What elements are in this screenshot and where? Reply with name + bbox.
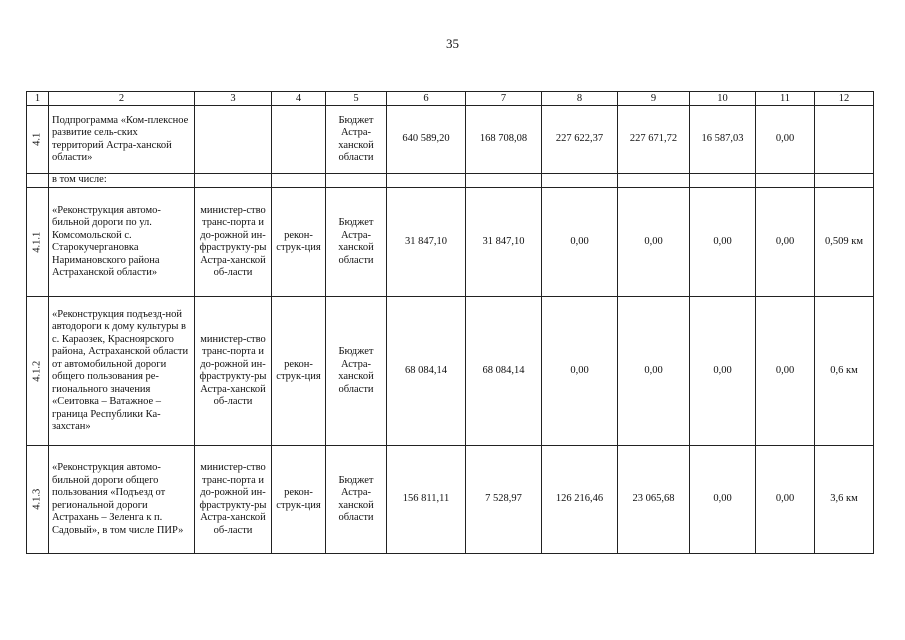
value-cell: 0,00: [756, 188, 815, 297]
indicator-cell: 0,509 км: [815, 188, 874, 297]
indicator-cell: 0,6 км: [815, 297, 874, 446]
value-cell: 227 671,72: [618, 106, 690, 174]
table-row: [27, 188, 874, 297]
measure-name-cell: «Реконструкция автомо-бильной дороги по ул. Комсомольской с. Старокучергановка Наримановского района Астраханской области»: [49, 188, 195, 297]
executor-cell: министер-ство транс-порта и до-рожной ин-фраструкту-ры Астра-ханской об-ласти: [195, 188, 272, 297]
header-cell: 8: [542, 92, 618, 106]
empty-cell: [195, 174, 272, 188]
value-cell: 156 811,11: [387, 446, 466, 554]
including-note: в том числе:: [49, 174, 195, 188]
event-cell: [272, 106, 326, 174]
value-cell: 31 847,10: [466, 188, 542, 297]
empty-cell: [815, 174, 874, 188]
value-cell: 0,00: [690, 446, 756, 554]
executor-cell: министер-ство транс-порта и до-рожной ин-фраструкту-ры Астра-ханской об-ласти: [195, 297, 272, 446]
table-row: [27, 446, 874, 554]
empty-cell: [542, 174, 618, 188]
event-cell: рекон-струк-ция: [272, 446, 326, 554]
value-cell: 0,00: [542, 297, 618, 446]
event-cell: рекон-струк-ция: [272, 188, 326, 297]
empty-cell: [27, 174, 49, 188]
event-cell: рекон-струк-ция: [272, 297, 326, 446]
empty-cell: [756, 174, 815, 188]
indicator-cell: [815, 106, 874, 174]
value-cell: 31 847,10: [387, 188, 466, 297]
value-cell: 227 622,37: [542, 106, 618, 174]
row-number-cell: 4.1.3: [27, 446, 49, 554]
header-cell: 11: [756, 92, 815, 106]
empty-cell: [466, 174, 542, 188]
row-number-cell: 4.1.2: [27, 297, 49, 446]
indicator-cell: 3,6 км: [815, 446, 874, 554]
value-cell: 126 216,46: [542, 446, 618, 554]
table-row: [27, 106, 874, 174]
empty-cell: [326, 174, 387, 188]
value-cell: 168 708,08: [466, 106, 542, 174]
header-cell: 5: [326, 92, 387, 106]
value-cell: 0,00: [618, 297, 690, 446]
header-cell: 3: [195, 92, 272, 106]
header-cell: 2: [49, 92, 195, 106]
column-number-header-row: [27, 92, 874, 106]
empty-cell: [272, 174, 326, 188]
header-cell: 9: [618, 92, 690, 106]
funding-source-cell: Бюджет Астра-ханской области: [326, 106, 387, 174]
value-cell: 0,00: [690, 188, 756, 297]
empty-cell: [618, 174, 690, 188]
executor-cell: [195, 106, 272, 174]
empty-cell: [690, 174, 756, 188]
value-cell: 0,00: [618, 188, 690, 297]
value-cell: 23 065,68: [618, 446, 690, 554]
executor-cell: министер-ство транс-порта и до-рожной ин-фраструкту-ры Астра-ханской об-ласти: [195, 446, 272, 554]
value-cell: 16 587,03: [690, 106, 756, 174]
funding-source-cell: Бюджет Астра-ханской области: [326, 446, 387, 554]
value-cell: 0,00: [690, 297, 756, 446]
value-cell: 640 589,20: [387, 106, 466, 174]
value-cell: 0,00: [756, 446, 815, 554]
table-row: [27, 297, 874, 446]
funding-source-cell: Бюджет Астра-ханской области: [326, 188, 387, 297]
value-cell: 0,00: [542, 188, 618, 297]
measure-name-cell: «Реконструкция подъезд-ной автодороги к дому культуры в с. Караозек, Красноярского района, Астраханской области от автомобильной дороги общего пользования ре-гионального значения «Сеитовка – Ватажное – граница Республики Ка-захстан»: [49, 297, 195, 446]
header-cell: 7: [466, 92, 542, 106]
header-cell: 10: [690, 92, 756, 106]
row-number-cell: 4.1.1: [27, 188, 49, 297]
header-cell: 1: [27, 92, 49, 106]
table-row: [27, 174, 874, 188]
header-cell: 12: [815, 92, 874, 106]
value-cell: 0,00: [756, 297, 815, 446]
row-number-cell: 4.1: [27, 106, 49, 174]
page-number: 35: [446, 36, 459, 51]
value-cell: 68 084,14: [387, 297, 466, 446]
header-cell: 4: [272, 92, 326, 106]
funding-source-cell: Бюджет Астра-ханской области: [326, 297, 387, 446]
program-table: [26, 91, 874, 554]
value-cell: 68 084,14: [466, 297, 542, 446]
header-cell: 6: [387, 92, 466, 106]
value-cell: 0,00: [756, 106, 815, 174]
measure-name-cell: «Реконструкция автомо-бильной дороги общего пользования «Подъезд от региональной дороги Астрахань – Зеленга к п. Садовый», в том числе ПИР»: [49, 446, 195, 554]
empty-cell: [387, 174, 466, 188]
value-cell: 7 528,97: [466, 446, 542, 554]
measure-name-cell: Подпрограмма «Ком-плексное развитие сель-ских территорий Астра-ханской области»: [49, 106, 195, 174]
